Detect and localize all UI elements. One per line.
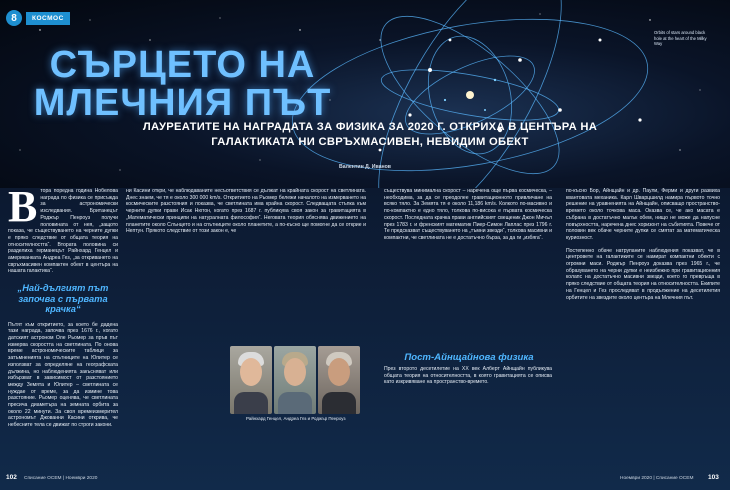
section-tag bbox=[6, 10, 70, 26]
hero-starfield bbox=[0, 0, 730, 188]
title-line-2: МЛЕЧНИЯ ПЪТ bbox=[33, 82, 332, 124]
subhead-first-step: „Най-дългият път започва с първата крачка“ bbox=[17, 283, 109, 315]
photo-caption: Райнхард Генцел, Андреа Гез и Роджър Пенроуз bbox=[246, 416, 346, 421]
photo-genzel bbox=[230, 346, 272, 414]
laureates-photos bbox=[230, 346, 360, 414]
photo-ghez bbox=[274, 346, 316, 414]
column-3-lower bbox=[384, 366, 552, 471]
section-number: 8 bbox=[6, 10, 22, 26]
column-3-body-2: През второто десетилетие на XX век Алберт Айнщайн публикува общата теория на относителността, в която гравитацията се описва като изкривяване на пространство-времето. bbox=[384, 366, 552, 386]
footer-left: Списание ОСЕМ | Ноември 2020 bbox=[24, 476, 98, 481]
column-1 bbox=[8, 188, 118, 470]
hero-caption: Orbits of stars around black hole at the heart of the Milky Way bbox=[654, 30, 707, 47]
column-3-body: съществува минимална скорост – наречена още първа космическа, – необходима, за да се преодолее гравитационното привличане на всяко тяло. За Земята тя е около 11,186 km/s. Колкото по-масивно и по-компактно е едно тяло, толкова по-висока е първата космическа скорост. Последната крачка прави английският свещеник Джон Мичъл през 1783 г. и френският математик Пиер-Симон Лаплас през 1796 г. Те предсказват съществуването на „тъмни звезди“, толкова масивни и компактни, че светлината не е достатъчно бърза, за да ги „избяга“. bbox=[384, 188, 552, 241]
page-number-right: 103 bbox=[708, 474, 719, 481]
drop-cap: В bbox=[8, 188, 38, 231]
article-title bbox=[0, 46, 365, 122]
title-line-1: СЪРЦЕТО НА bbox=[49, 44, 316, 86]
page-number-left: 102 bbox=[6, 474, 17, 481]
column-2-body: ни Касини откри, че наблюдаваните несъответствия се дължат на крайната скорост на светлината. Днес знаем, че тя е около 300 000 km/s. Откритието на Рьомер бележи началото на измерването на космическите разстояния и показва, че светлината има крайна скорост. Следващата стъпка към черните дупки прави Исак Нютон, когато през 1687 г. публикува своя закон за гравитацията в „Математически принципи на натуралната философия“. Неговата теория обяснява движението на планетите около Слънцето и на спътниците около планетите, а по-късно ще помогне да се открие и Нептун. Прякото следствие от този закон е, че bbox=[126, 188, 366, 235]
column-3 bbox=[384, 188, 552, 348]
byline: Валентин Д. Иванов bbox=[339, 164, 391, 170]
column-4-body: по-късно Бор, Айнщайн и др. Паули, Ферми и други развиха квантовата механика. Карл Шварцшилд намира първото точно решение на уравненията на Айнщайн, описващо пространство-времето около точкова маса. Оказва се, че ако масата е събрана в достатъчно малък обем, нищо не може да напусне повърхността, наречена днес хоризонт на събитията. Повече от половин век обаче черните дупки се смятат за математическа куриозност. bbox=[566, 188, 720, 241]
intro-text: тора поредна година Нобелова награда по физика се присъжда за астрономически изследвания. Британецът Роджър Пенроуз получи половината от нея, „защото показа, че съществуването на черните дупки е пряко следствие от общата теория на относителността“. Втората половина си разделиха германецът Райнхард Генцел и американката Андреа Гез, „за откриването на свръхмасивен компактен обект в центъра на нашата галактика“. bbox=[8, 188, 118, 275]
section-label: КОСМОС bbox=[26, 12, 70, 25]
article-deck: ЛАУРЕАТИТЕ НА НАГРАДАТА ЗА ФИЗИКА ЗА 2020 Г. ОТКРИХА В ЦЕНТЪРА НА ГАЛАКТИКАТА НИ СВРЪХМАСИВЕН, НЕВИДИМ ОБЕКТ bbox=[142, 121, 598, 148]
subhead-post-einstein: Пост-Айнщайнова физика bbox=[404, 352, 534, 363]
column-1-body: Пътят към откритието, за което бе дадена тази награда, започва през 1676 г., когато датският астроном Оле Рьомер за пръв път измерва скоростта на светлината. По онова време астрономическите таблици за затъмненията на спътниците на Юпитер се използват за определяне на географската дължина, но наблюденията закъсняват или избързват в зависимост от разстоянието между Земята и Юпитер – светлината се нуждае от време, за да измине това разстояние. Рьомер оценява, че светлината пресича диаметъра на земната орбита за около 22 минути. За своя времеизмерител астрономът Джованни Касини открива, че небесните тела се движат по строги закони. bbox=[8, 321, 118, 429]
column-2 bbox=[126, 188, 366, 338]
column-4-body-2: Постепенно обаче натрупаните наблюдения показват, че в центровете на галактиките се намират компактни обекти с огромни маси. Роджър Пенроуз доказва през 1965 г., че образуването на черни дупки е неизбежно при гравитационния колапс на достатъчно масивни звезди, което го превръща в пряко следствие от общата теория на относителността. Екипите на Генцел и Гез проследяват в продължение на десетилетия орбитите на звездите около центъра на Млечния път. bbox=[566, 247, 720, 301]
photo-penrose bbox=[318, 346, 360, 414]
column-4 bbox=[566, 188, 720, 470]
footer-right: Ноември 2020 | Списание ОСЕМ bbox=[620, 476, 694, 481]
